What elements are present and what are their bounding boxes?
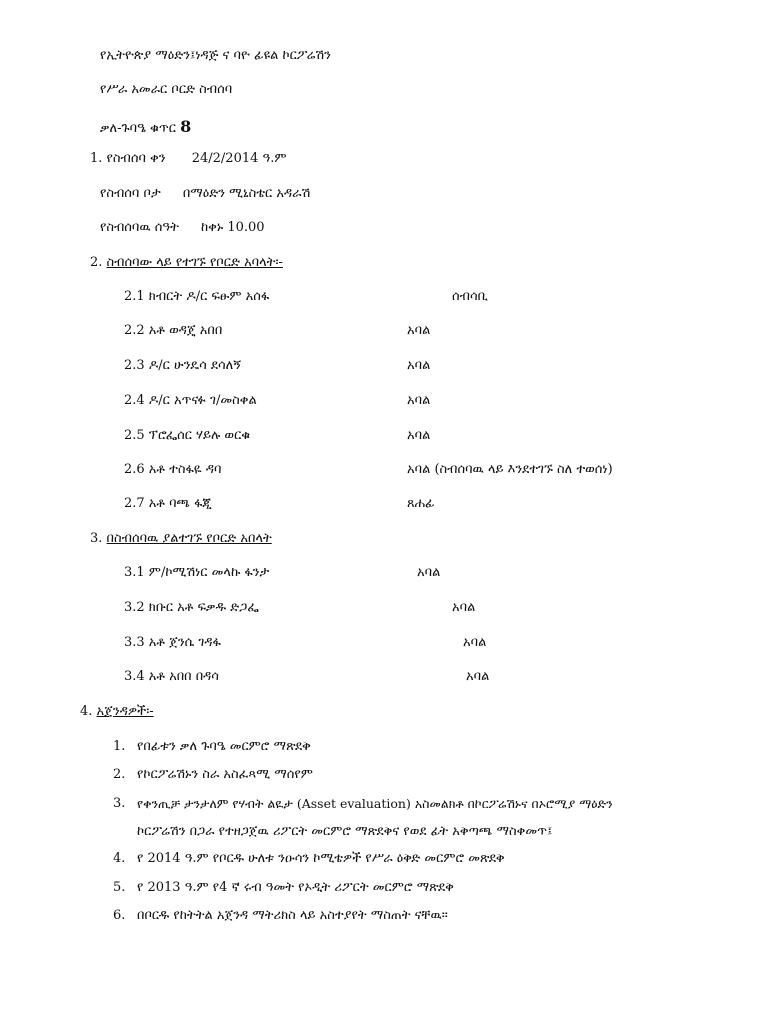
member-role: አባል bbox=[407, 358, 431, 373]
member-role: ሰብሳቢ bbox=[452, 289, 488, 304]
member-name: 3.3 አቶ ጀንሴ ገዳፋ bbox=[124, 635, 221, 650]
agenda-item-number: 5. bbox=[113, 880, 126, 895]
section-number: 3. bbox=[90, 531, 103, 546]
meeting-date-line bbox=[90, 151, 286, 166]
member-name: 2.7 አቶ ባጫ ፋጂ bbox=[124, 496, 212, 511]
board-meeting-title: የሥራ አመራር ቦርድ ስብሰባ bbox=[100, 82, 233, 97]
agenda-item-text-continued: ኮርፖሬሽን በጋራ የተዘጋጀዉ ሪፖርት መርምሮ ማጽደቅና የወደ ፊት አቅጣጫ ማስቀመጥ፤ bbox=[137, 824, 553, 839]
agenda-item-text: የ 2013 ዓ.ም የ4 ኛ ሩብ ዓመት የኦዲት ሪፖርት መርምሮ ማጽደቅ bbox=[137, 880, 454, 895]
member-role: አባል bbox=[407, 393, 431, 408]
member-name: 2.4 ዶ/ር አጥናፉ ገ/መስቀል bbox=[124, 393, 257, 408]
meeting-time-label: የስብሰባዉ ሰዓት bbox=[100, 220, 179, 235]
meeting-date-label: 1. የስብሰባ ቀን bbox=[90, 151, 166, 166]
agenda-item-number: 6. bbox=[113, 908, 126, 923]
agenda-item-text: የኮርፖሬሽኑን ስራ አስፈጻሚ ማሰየም bbox=[137, 767, 313, 782]
agenda-item-text: የቀንጢቻ ታንታለም የሃብት ልዪታ (Asset evaluation) አስመልክቶ በኮርፖሬሽኑና በኦሮሚያ ማዕድን bbox=[137, 796, 613, 811]
member-name: 3.1 ም/ኮሚሽነር መላኩ ፋንታ bbox=[124, 565, 270, 580]
member-role: አባል bbox=[466, 669, 490, 684]
minutes-number: 8 bbox=[180, 117, 192, 136]
minutes-label: ቃለ-ጉባዔ ቁጥር bbox=[100, 121, 176, 136]
agenda-item-number: 3. bbox=[113, 796, 126, 811]
agenda-item-number: 1. bbox=[113, 739, 126, 754]
minutes-number-line bbox=[100, 117, 191, 136]
member-name: 3.2 ክቡር አቶ ፍቃዱ ድጋፌ bbox=[124, 600, 259, 615]
absent-members-heading bbox=[90, 531, 272, 546]
member-role: ጸሐፊ bbox=[407, 496, 435, 511]
meeting-time-line bbox=[100, 220, 265, 235]
member-name: 2.3 ዶ/ር ሁንዴሳ ደሳለኝ bbox=[124, 358, 241, 373]
section-title: ስብሰባው ላይ የተገኙ የቦርድ አባላት፡- bbox=[106, 255, 283, 270]
member-name: 2.1 ክብርት ዶ/ር ፍፁም አሰፋ bbox=[124, 289, 270, 304]
meeting-place-line bbox=[100, 186, 310, 201]
meeting-place-label: የስብሰባ ቦታ bbox=[100, 186, 161, 201]
section-title: አጀንዳዎች፡- bbox=[96, 704, 154, 719]
member-name: 3.4 አቶ አበበ በዳሳ bbox=[124, 669, 219, 684]
organization-name: የኢትዮጵያ ማዕድን፤ነዳጅ ና ባዮ ፊዩል ኮርፖሬሽን bbox=[100, 48, 331, 63]
member-name: 2.6 አቶ ተስፋዬ ዳባ bbox=[124, 462, 222, 477]
member-role: አባል (ስብሰባዉ ላይ እንደተገኙ ስለ ተወሰነ) bbox=[407, 462, 613, 477]
agenda-item-text: የበፊቱን ቃለ ጉባዔ መርምሮ ማጽደቅ bbox=[137, 739, 311, 754]
agenda-item-text: በቦርዱ የከትትል አጀንዳ ማትሪክስ ላይ አስተያየት ማስጠት ናቸዉ። bbox=[137, 908, 448, 923]
member-name: 2.5 ፕሮፌሰር ሃይሉ ወርቁ bbox=[124, 428, 251, 443]
meeting-date-value: 24/2/2014 ዓ.ም bbox=[191, 151, 287, 166]
member-name: 2.2 አቶ ወዳጄ አበበ bbox=[124, 323, 223, 338]
member-role: አባል bbox=[417, 565, 441, 580]
meeting-time-value: ከቀኑ 10.00 bbox=[201, 220, 265, 235]
member-role: አባል bbox=[407, 428, 431, 443]
member-role: አባል bbox=[407, 323, 431, 338]
agenda-item-text: የ 2014 ዓ.ም የቦርዱ ሁለቱ ንዑሳን ኮሚቴዎች የሥራ ዕቅድ መርምሮ መጽደቅ bbox=[137, 851, 505, 866]
member-role: አባል bbox=[463, 635, 487, 650]
agenda-item-number: 4. bbox=[113, 851, 126, 866]
present-members-heading bbox=[90, 255, 283, 270]
section-number: 4. bbox=[80, 704, 93, 719]
section-number: 2. bbox=[90, 255, 103, 270]
agenda-item-number: 2. bbox=[113, 767, 126, 782]
member-role: አባል bbox=[452, 600, 476, 615]
section-title: በስብሰባዉ ያልተገኙ የቦርድ አበላት bbox=[106, 531, 272, 546]
meeting-place-value: በማዕድን ሚኒስቴር አዳራሽ bbox=[182, 186, 311, 201]
agenda-heading bbox=[80, 704, 154, 719]
